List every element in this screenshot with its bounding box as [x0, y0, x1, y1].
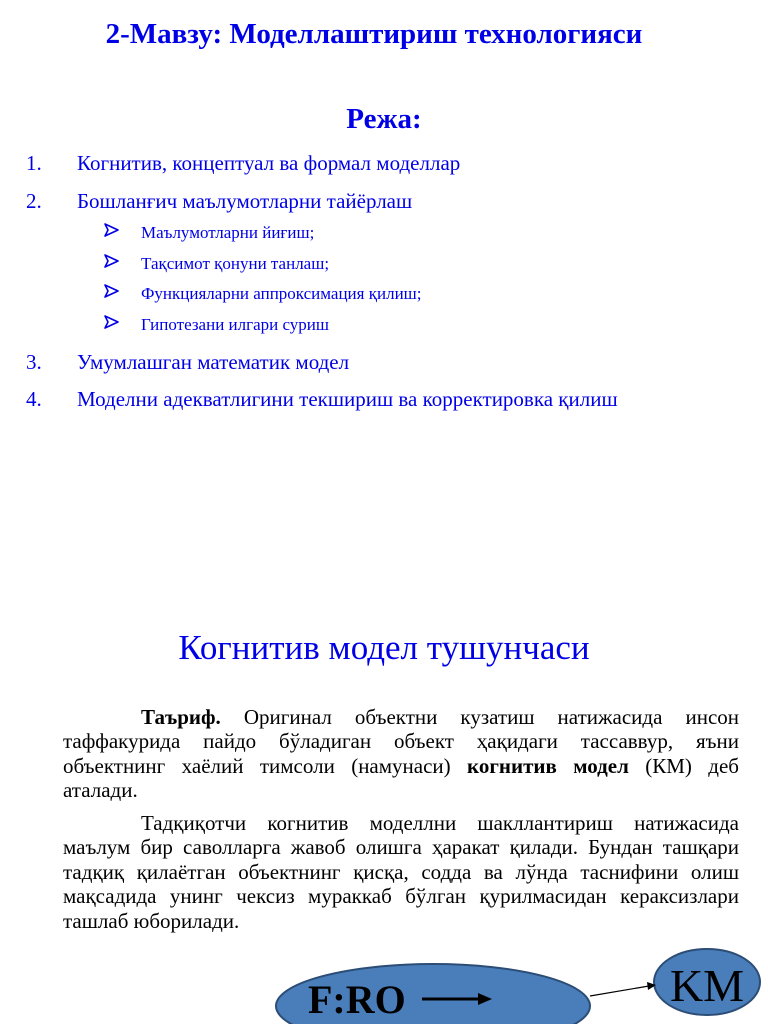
definition-term: когнитив модел — [467, 753, 629, 778]
definition-text-b: (КМ) деб аталади. — [63, 753, 739, 803]
plan-item-text: Умумлашган математик модел — [77, 350, 350, 374]
sub-item-1 — [103, 221, 314, 245]
sub-item-text: Тақсимот қонуни танлаш; — [141, 254, 330, 273]
section-heading: Когнитив модел тушунчаси — [178, 628, 590, 667]
plan-item-1 — [26, 148, 736, 178]
plan-item-number: 3. — [26, 350, 42, 374]
sub-item-3 — [103, 282, 421, 306]
definition-lead: Таъриф. — [141, 705, 221, 729]
cognitive-model-diagram — [0, 940, 768, 1024]
plan-item-text: Моделни адекватлигини текшириш ва корректировка қилиш — [77, 387, 618, 411]
plan-item-number: 2. — [26, 189, 42, 213]
sub-item-4 — [103, 313, 329, 337]
plan-item-number: 1. — [26, 151, 42, 175]
sub-item-2 — [103, 252, 329, 276]
sub-item-text: Функцияларни аппроксимация қилиш; — [141, 284, 422, 303]
fro-label: F:RO — [308, 977, 406, 1022]
plan-item-4 — [26, 384, 736, 414]
plan-item-text: Когнитив, концептуал ва формал моделлар — [77, 151, 461, 175]
plan-item-2 — [26, 186, 736, 216]
sub-item-text: Гипотезани илгари суриш — [141, 315, 329, 334]
body-paragraph: Тадқиқотчи когнитив моделлни шакллантириш натижасида маълум бир саволларга жавоб олишга ҳаракат қилади. Бундан ташқари тадқиқ қилаётган объектнинг қисқа, содда ва лўнда таснифини олиш мақсадида унинг чексиз мураккаб бўлган қурилмасидан кераксизлари ташлаб юборилади. — [63, 811, 739, 933]
plan-item-3 — [26, 347, 736, 377]
plan-item-text: Бошланғич маълумотларни тайёрлаш — [77, 189, 413, 213]
page-title: 2-Мавзу: Моделлаштириш технологияси — [105, 18, 643, 50]
arrow-bullet-icon — [103, 252, 121, 270]
arrow-bullet-icon — [103, 221, 121, 239]
definition-paragraph — [63, 705, 739, 803]
arrow-bullet-icon — [103, 282, 121, 300]
arrow-bullet-icon — [103, 313, 121, 331]
sub-item-text: Маълумотларни йиғиш; — [141, 223, 315, 242]
plan-item-number: 4. — [26, 387, 42, 411]
connector-line — [590, 986, 649, 996]
definition-text-a: Оригинал объектни кузатиш натижасида инсон таффакурида пайдо бўладиган объект ҳақидаги тассаввур, яъни объектнинг хаёлий тимсоли (намунаси) — [63, 705, 739, 778]
plan-heading: Режа: — [346, 103, 422, 135]
km-label: KM — [669, 960, 745, 1011]
